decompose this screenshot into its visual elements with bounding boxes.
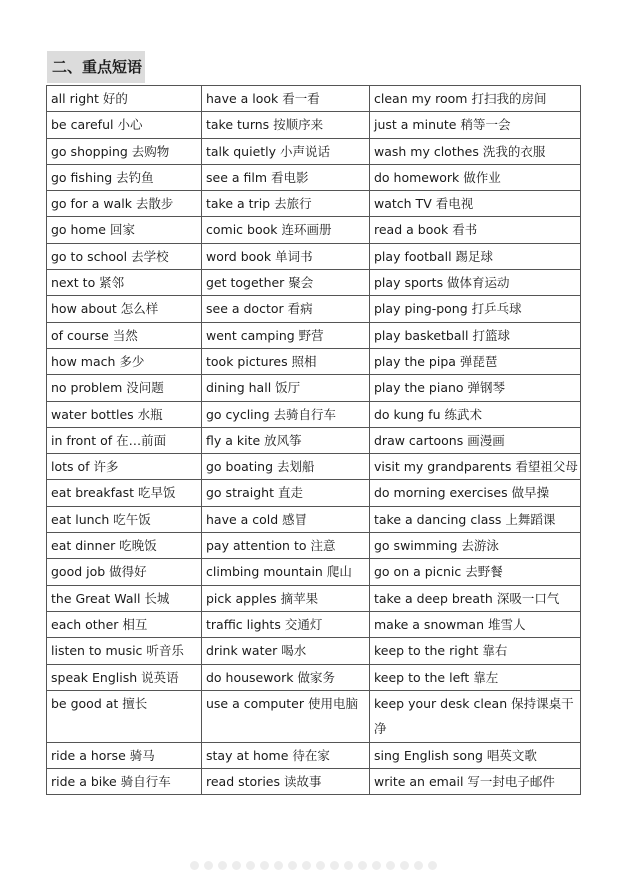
phrase-cell: each other 相互 [47, 611, 202, 637]
page-dot [344, 861, 353, 870]
phrase-cell: drink water 喝水 [202, 638, 370, 664]
phrase-cell: be careful 小心 [47, 112, 202, 138]
phrase-cell: go home 回家 [47, 217, 202, 243]
section-heading: 二、重点短语 [47, 51, 145, 83]
phrase-cell: play the piano 弹钢琴 [370, 375, 581, 401]
phrase-cell: lots of 许多 [47, 454, 202, 480]
table-row [47, 86, 581, 112]
phrase-cell: go on a picnic 去野餐 [370, 559, 581, 585]
phrase-cell: do homework 做作业 [370, 164, 581, 190]
phrase-cell: no problem 没问题 [47, 375, 202, 401]
phrase-cell: ride a bike 骑自行车 [47, 769, 202, 795]
phrase-cell: stay at home 待在家 [202, 742, 370, 768]
phrase-cell: pick apples 摘苹果 [202, 585, 370, 611]
page-dot [428, 861, 437, 870]
phrase-cell: in front of 在…前面 [47, 427, 202, 453]
phrase-cell: pay attention to 注意 [202, 533, 370, 559]
phrase-cell: good job 做得好 [47, 559, 202, 585]
table-row [47, 690, 581, 742]
table-row [47, 243, 581, 269]
phrase-cell: of course 当然 [47, 322, 202, 348]
phrase-cell: the Great Wall 长城 [47, 585, 202, 611]
page-dot [316, 861, 325, 870]
page-dot [372, 861, 381, 870]
page-indicator [178, 861, 448, 871]
phrase-cell: have a look 看一看 [202, 86, 370, 112]
table-row [47, 427, 581, 453]
phrase-cell: dining hall 饭厅 [202, 375, 370, 401]
phrase-table [46, 85, 581, 795]
page-dot [414, 861, 423, 870]
phrase-cell: wash my clothes 洗我的衣服 [370, 138, 581, 164]
phrase-cell: keep to the left 靠左 [370, 664, 581, 690]
phrase-cell: take a trip 去旅行 [202, 191, 370, 217]
table-row [47, 191, 581, 217]
phrase-cell: comic book 连环画册 [202, 217, 370, 243]
phrase-cell: take a dancing class 上舞蹈课 [370, 506, 581, 532]
table-row [47, 217, 581, 243]
page-dot [302, 861, 311, 870]
phrase-cell: use a computer 使用电脑 [202, 690, 370, 742]
phrase-cell: all right 好的 [47, 86, 202, 112]
phrase-cell: play sports 做体育运动 [370, 270, 581, 296]
phrase-cell: visit my grandparents 看望祖父母 [370, 454, 581, 480]
phrase-cell: write an email 写一封电子邮件 [370, 769, 581, 795]
phrase-cell: eat breakfast 吃早饭 [47, 480, 202, 506]
phrase-cell: do kung fu 练武术 [370, 401, 581, 427]
phrase-cell: go boating 去划船 [202, 454, 370, 480]
page-dot [400, 861, 409, 870]
phrase-cell: go shopping 去购物 [47, 138, 202, 164]
phrase-cell: play ping-pong 打乒乓球 [370, 296, 581, 322]
phrase-cell: have a cold 感冒 [202, 506, 370, 532]
page-dot [274, 861, 283, 870]
phrase-cell: just a minute 稍等一会 [370, 112, 581, 138]
phrase-cell: went camping 野营 [202, 322, 370, 348]
table-row [47, 270, 581, 296]
phrase-cell: next to 紧邻 [47, 270, 202, 296]
table-row [47, 611, 581, 637]
table-row [47, 322, 581, 348]
phrase-cell: play basketball 打篮球 [370, 322, 581, 348]
table-row [47, 480, 581, 506]
table-row [47, 638, 581, 664]
phrase-cell: see a doctor 看病 [202, 296, 370, 322]
phrase-cell: read stories 读故事 [202, 769, 370, 795]
page-dot [218, 861, 227, 870]
phrase-cell: do housework 做家务 [202, 664, 370, 690]
page-dot [358, 861, 367, 870]
table-row [47, 664, 581, 690]
page-dot [260, 861, 269, 870]
phrase-cell: speak English 说英语 [47, 664, 202, 690]
page-dot [232, 861, 241, 870]
phrase-cell: how mach 多少 [47, 348, 202, 374]
phrase-cell: take a deep breath 深吸一口气 [370, 585, 581, 611]
page-dot [330, 861, 339, 870]
table-row [47, 585, 581, 611]
phrase-cell: word book 单词书 [202, 243, 370, 269]
phrase-cell: play the pipa 弹琵琶 [370, 348, 581, 374]
phrase-cell: see a film 看电影 [202, 164, 370, 190]
phrase-cell: go to school 去学校 [47, 243, 202, 269]
table-row [47, 348, 581, 374]
table-row [47, 112, 581, 138]
phrase-cell: take turns 按顺序来 [202, 112, 370, 138]
phrase-cell: go swimming 去游泳 [370, 533, 581, 559]
table-row [47, 742, 581, 768]
table-row [47, 138, 581, 164]
page-dot [190, 861, 199, 870]
phrase-cell: traffic lights 交通灯 [202, 611, 370, 637]
page-dot [246, 861, 255, 870]
table-row [47, 375, 581, 401]
phrase-cell: sing English song 唱英文歌 [370, 742, 581, 768]
table-row [47, 454, 581, 480]
phrase-cell: fly a kite 放风筝 [202, 427, 370, 453]
phrase-cell: make a snowman 堆雪人 [370, 611, 581, 637]
phrase-cell: water bottles 水瓶 [47, 401, 202, 427]
phrase-cell: do morning exercises 做早操 [370, 480, 581, 506]
phrase-cell: go cycling 去骑自行车 [202, 401, 370, 427]
phrase-cell: go fishing 去钓鱼 [47, 164, 202, 190]
phrase-table-body [47, 86, 581, 795]
phrase-cell: watch TV 看电视 [370, 191, 581, 217]
phrase-cell: go for a walk 去散步 [47, 191, 202, 217]
table-row [47, 506, 581, 532]
table-row [47, 164, 581, 190]
table-row [47, 769, 581, 795]
phrase-cell: ride a horse 骑马 [47, 742, 202, 768]
page-dot [386, 861, 395, 870]
phrase-cell: go straight 直走 [202, 480, 370, 506]
phrase-cell: talk quietly 小声说话 [202, 138, 370, 164]
phrase-cell: keep to the right 靠右 [370, 638, 581, 664]
phrase-cell: draw cartoons 画漫画 [370, 427, 581, 453]
phrase-cell: be good at 擅长 [47, 690, 202, 742]
table-row [47, 533, 581, 559]
table-row [47, 401, 581, 427]
phrase-cell: play football 踢足球 [370, 243, 581, 269]
phrase-cell: read a book 看书 [370, 217, 581, 243]
phrase-cell: climbing mountain 爬山 [202, 559, 370, 585]
phrase-cell: eat lunch 吃午饭 [47, 506, 202, 532]
page-dot [204, 861, 213, 870]
table-row [47, 296, 581, 322]
phrase-cell: how about 怎么样 [47, 296, 202, 322]
phrase-cell: listen to music 听音乐 [47, 638, 202, 664]
table-row [47, 559, 581, 585]
page-dot [288, 861, 297, 870]
phrase-cell: eat dinner 吃晚饭 [47, 533, 202, 559]
phrase-cell: keep your desk clean 保持课桌干净 [370, 690, 581, 742]
phrase-cell: clean my room 打扫我的房间 [370, 86, 581, 112]
phrase-cell: took pictures 照相 [202, 348, 370, 374]
phrase-cell: get together 聚会 [202, 270, 370, 296]
